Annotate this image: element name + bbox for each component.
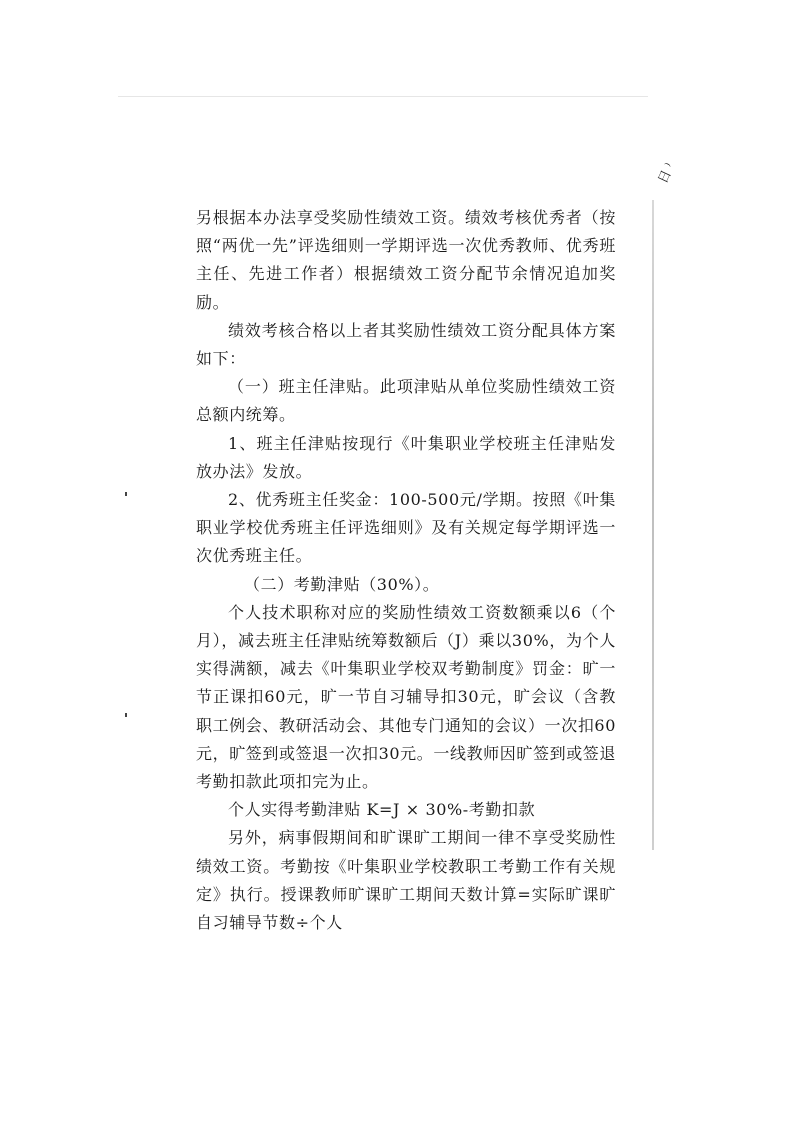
paragraph: 个人技术职称对应的奖励性绩效工资数额乘以6（个月），减去班主任津贴统筹数额后（J）乘以30%，为个人实得满额，减去《叶集职业学校双考勤制度》罚金：旷一节正课扣60元，旷一节自习辅导扣30元，旷会议（含教职工例会、教研活动会、其他专门通知的会议）一次扣60元，旷签到或签退一次扣30元。一线教师因旷签到或签退考勤扣款此项扣完为止。	[196, 602, 616, 792]
scan-speck	[125, 492, 127, 496]
scan-edge-right	[652, 200, 654, 850]
formula: 个人实得考勤津贴 K=J × 30%-考勤扣款	[228, 800, 536, 820]
scan-edge-top	[118, 96, 648, 97]
section-heading: （一）班主任津贴。此项津贴从单位奖励性绩效工资总额内统筹。	[196, 377, 616, 425]
paragraph: 2、优秀班主任奖金：100-500元/学期。按照《叶集职业学校优秀班主任评选细则》及有关规定每学期评选一次优秀班主任。	[196, 490, 616, 566]
scan-speck	[125, 713, 127, 717]
paragraph: 1、班主任津贴按现行《叶集职业学校班主任津贴发放办法》发放。	[196, 433, 616, 481]
paragraph: 另外，病事假期间和旷课旷工期间一律不享受奖励性绩效工资。考勤按《叶集职业学校教职工考勤工作有关规定》执行。授课教师旷课旷工期间天数计算=实际旷课旷自习辅导节数÷个人	[196, 828, 616, 933]
section-heading: （二）考勤津贴（30%）。	[244, 574, 440, 594]
corner-mark: 日 ⁾	[655, 161, 678, 187]
paragraph: 另根据本办法享受奖励性绩效工资。绩效考核优秀者（按照“两优一先”评选细则一学期评选一次优秀教师、优秀班主任、先进工作者）根据绩效工资分配节余情况追加奖励。	[196, 208, 616, 312]
body-text	[196, 204, 616, 937]
paragraph: 绩效考核合格以上者其奖励性绩效工资分配具体方案如下：	[196, 320, 616, 369]
